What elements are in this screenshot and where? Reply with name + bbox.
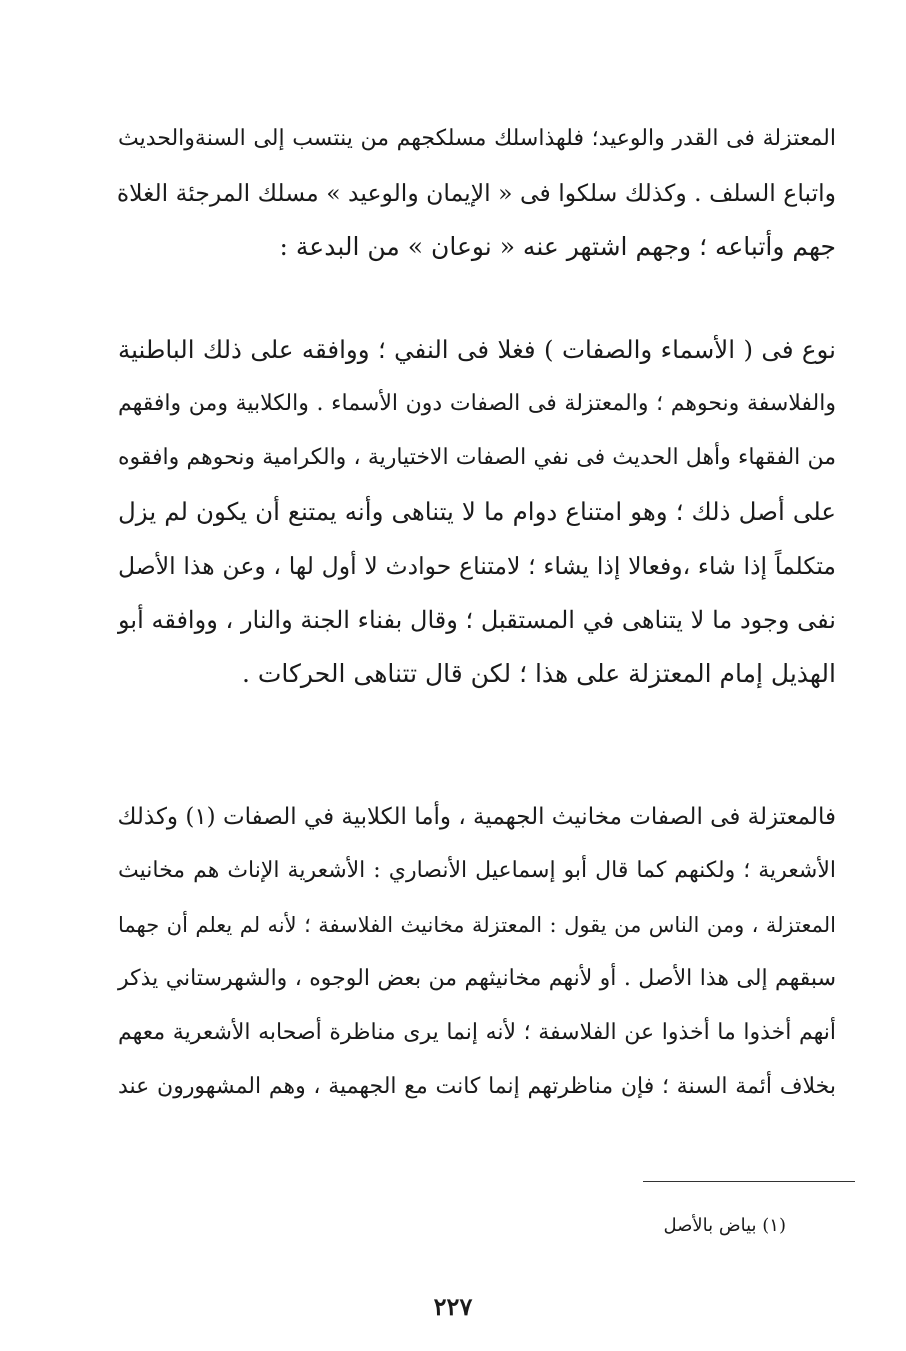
paragraph-1 bbox=[118, 112, 836, 274]
text-line: والفلاسفة ونحوهم ؛ والمعتزلة فى الصفات دون الأسماء . والكلابية ومن وافقهم bbox=[118, 391, 836, 416]
text-line: فالمعتزلة فى الصفات مخانيث الجهمية ، وأما الكلابية في الصفات (١) وكذلك bbox=[117, 804, 836, 830]
text-line: الأشعرية ؛ ولكنهم كما قال أبو إسماعيل الأنصاري : الأشعرية الإناث هم مخانيث bbox=[118, 858, 836, 883]
text-line: على أصل ذلك ؛ وهو امتناع دوام ما لا يتناهى وأنه يمتنع أن يكون لم يزل bbox=[118, 497, 836, 526]
text-line: نفى وجود ما لا يتناهى في المستقبل ؛ وقال بفناء الجنة والنار ، ووافقه أبو bbox=[118, 606, 836, 634]
paragraph-2 bbox=[118, 323, 836, 701]
footnote: (١) بياض بالأصل bbox=[663, 1215, 786, 1236]
text-line: متكلماً إذا شاء ،وفعالا إذا يشاء ؛ لامتناع حوادث لا أول لها ، وعن هذا الأصل bbox=[118, 552, 836, 580]
footnote-divider bbox=[643, 1181, 855, 1182]
text-line: نوع فى ( الأسماء والصفات ) فغلا فى النفي ؛ ووافقه على ذلك الباطنية bbox=[118, 335, 836, 364]
text-line: المعتزلة ، ومن الناس من يقول : المعتزلة مخانيث الفلاسفة ؛ لأنه لم يعلم أن جهما bbox=[118, 913, 836, 937]
text-line: من الفقهاء وأهل الحديث فى نفي الصفات الاختيارية ، والكرامية ونحوهم وافقوه bbox=[118, 445, 836, 470]
text-line: سبقهم إلى هذا الأصل . أو لأنهم مخانيثهم من بعض الوجوه ، والشهرستاني يذكر bbox=[118, 966, 836, 991]
page-number: ٢٢٧ bbox=[433, 1292, 473, 1321]
text-line: أنهم أخذوا ما أخذوا عن الفلاسفة ؛ لأنه إنما يرى مناظرة أصحابه الأشعرية معهم bbox=[118, 1020, 836, 1045]
paragraph-3 bbox=[118, 790, 836, 1114]
text-line: المعتزلة فى القدر والوعيد؛ فلهذاسلك مسلكجهم من ينتسب إلى السنةوالحديث bbox=[118, 126, 836, 151]
text-line: واتباع السلف . وكذلك سلكوا فى « الإيمان والوعيد » مسلك المرجئة الغلاة bbox=[116, 179, 836, 207]
text-line: جهم وأتباعه ؛ وجهم اشتهر عنه « نوعان » من البدعة : bbox=[279, 232, 836, 261]
text-line: الهذيل إمام المعتزلة على هذا ؛ لكن قال تتناهى الحركات . bbox=[241, 659, 836, 688]
text-line: بخلاف أئمة السنة ؛ فإن مناظرتهم إنما كانت مع الجهمية ، وهم المشهورون عند bbox=[118, 1074, 836, 1099]
